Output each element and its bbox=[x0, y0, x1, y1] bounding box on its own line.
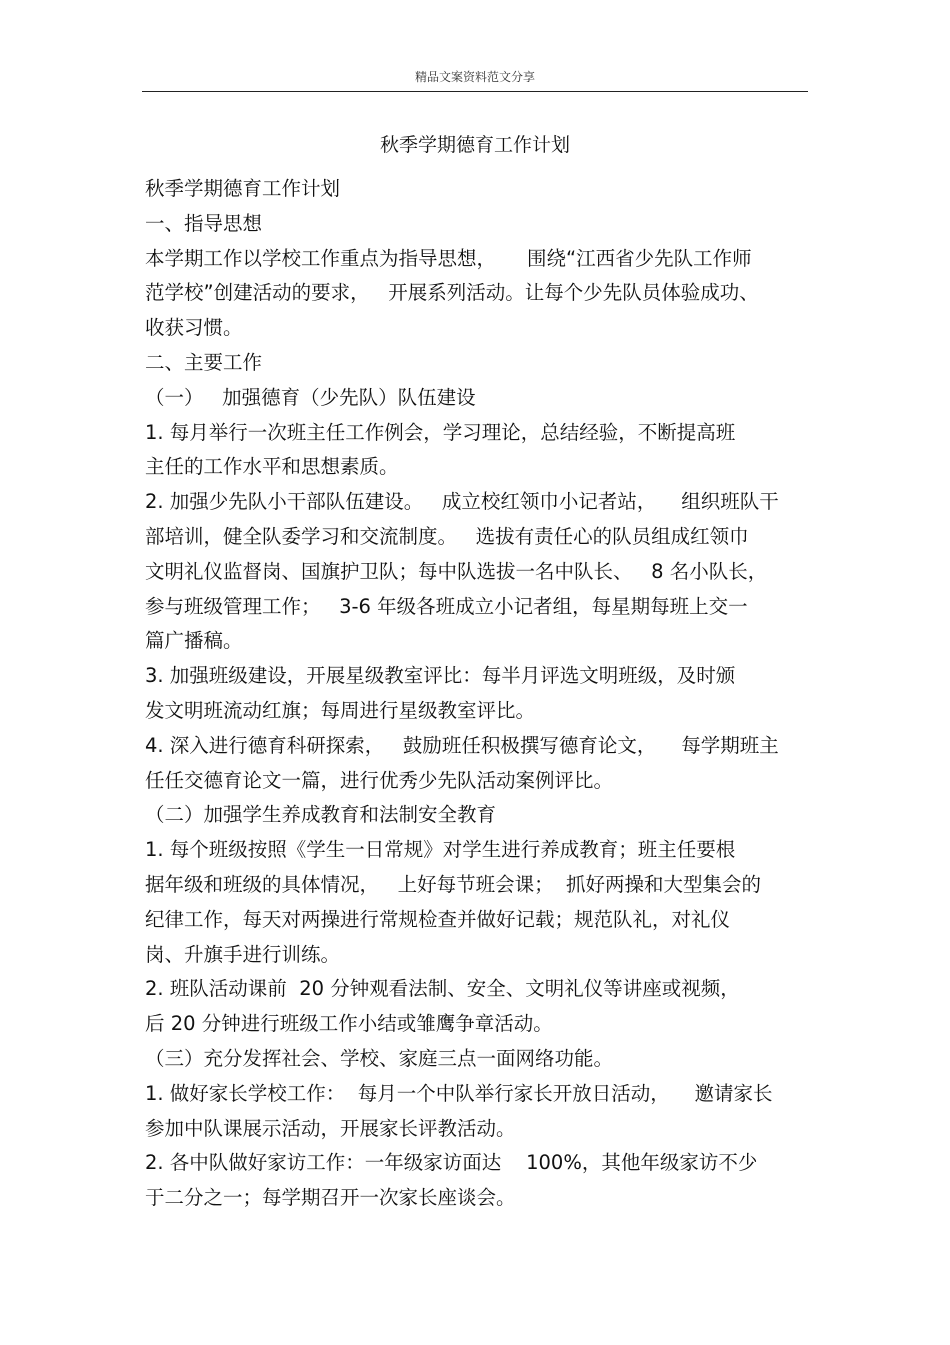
body-line: 后 20 分钟进行班级工作小结或雏鹰争章活动。 bbox=[145, 1012, 553, 1036]
body-line: 于二分之一；每学期召开一次家长座谈会。 bbox=[145, 1186, 516, 1210]
body-line: 2. 加强少先队小干部队伍建设。 成立校红领巾小记者站， 组织班队干 bbox=[145, 490, 779, 514]
header-divider bbox=[142, 91, 808, 92]
body-line: 主任的工作水平和思想素质。 bbox=[145, 455, 399, 479]
body-line: 2. 班队活动课前 20 分钟观看法制、安全、文明礼仪等讲座或视频， bbox=[145, 977, 740, 1001]
body-line: 据年级和班级的具体情况， 上好每节班会课； 抓好两操和大型集会的 bbox=[145, 872, 761, 896]
body-line: 文明礼仪监督岗、国旗护卫队；每中队选拔一名中队长、 8 名小队长， bbox=[145, 559, 768, 583]
body-line: 参与班级管理工作； 3-6 年级各班成立小记者组，每星期每班上交一 bbox=[145, 594, 748, 618]
document-title: 秋季学期德育工作计划 bbox=[379, 134, 570, 156]
body-line: 本学期工作以学校工作重点为指导思想， 围绕“江西省少先队工作师 bbox=[145, 246, 752, 270]
body-line: 3. 加强班级建设，开展星级教室评比：每半月评选文明班级，及时颁 bbox=[145, 664, 736, 688]
body-line: 秋季学期德育工作计划 bbox=[145, 177, 341, 200]
body-line: 4. 深入进行德育科研探索， 鼓励班任积极撰写德育论文， 每学期班主 bbox=[145, 733, 779, 757]
body-line: 部培训，健全队委学习和交流制度。 选拔有责任心的队员组成红领巾 bbox=[145, 524, 749, 548]
body-line: （一） 加强德育（少先队）队伍建设 bbox=[145, 385, 476, 409]
body-line: 发文明班流动红旗；每周进行星级教室评比。 bbox=[145, 698, 536, 722]
body-line: 篇广播稿。 bbox=[145, 629, 243, 653]
body-line: 2. 各中队做好家访工作：一年级家访面达 100%，其他年级家访不少 bbox=[145, 1151, 758, 1175]
body-line: 一、指导思想 bbox=[145, 211, 263, 235]
body-line: （三）充分发挥社会、学校、家庭三点一面网络功能。 bbox=[145, 1046, 614, 1070]
body-line: 任任交德育论文一篇，进行优秀少先队活动案例评比。 bbox=[145, 768, 614, 792]
document-body bbox=[145, 172, 810, 1216]
body-line: 范学校”创建活动的要求， 开展系列活动。让每个少先队员体验成功、 bbox=[145, 281, 759, 305]
body-line: 收获习惯。 bbox=[145, 316, 243, 340]
body-line: 1. 做好家长学校工作： 每月一个中队举行家长开放日活动， 邀请家长 bbox=[145, 1081, 773, 1105]
body-line: 岗、升旗手进行训练。 bbox=[145, 942, 341, 966]
body-line: （二）加强学生养成教育和法制安全教育 bbox=[145, 803, 497, 827]
body-line: 纪律工作，每天对两操进行常规检查并做好记载；规范队礼，对礼仪 bbox=[145, 907, 731, 931]
body-line: 1. 每个班级按照《学生一日常规》对学生进行养成教育；班主任要根 bbox=[145, 838, 736, 862]
page-header: 精品文案资料范文分享 bbox=[414, 70, 535, 84]
body-line: 二、主要工作 bbox=[145, 350, 263, 374]
body-line: 1. 每月举行一次班主任工作例会，学习理论，总结经验，不断提高班 bbox=[145, 420, 736, 444]
body-line: 参加中队课展示活动，开展家长评教活动。 bbox=[145, 1116, 516, 1140]
